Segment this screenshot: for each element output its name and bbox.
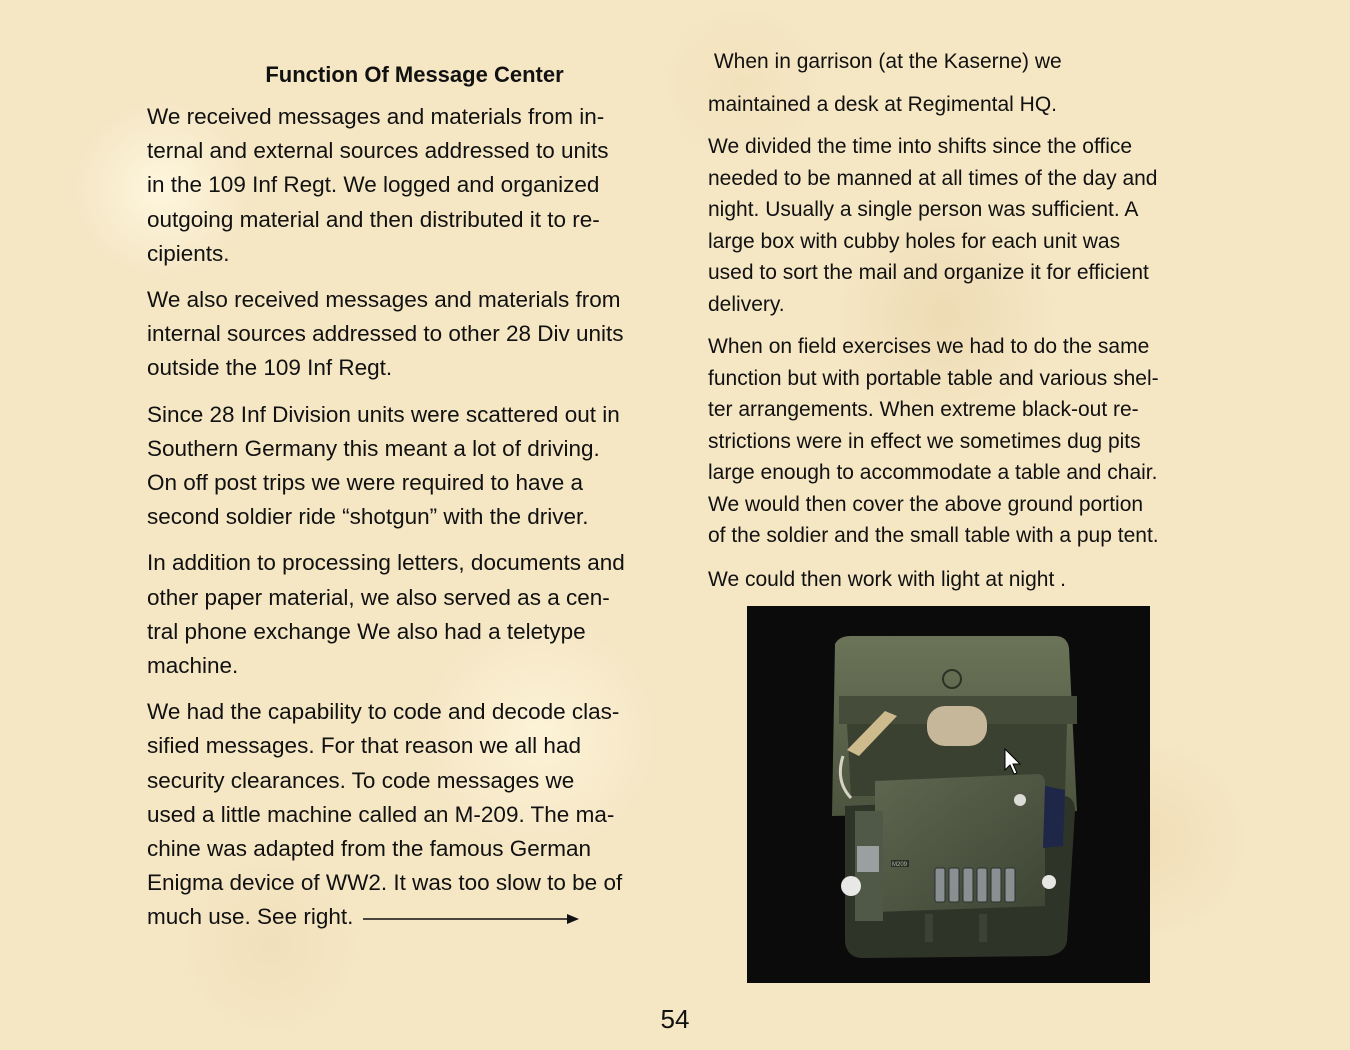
text-line: needed to be manned at all times of the day and xyxy=(708,166,1158,190)
paragraph-4 xyxy=(147,546,692,683)
m209-machine-photo xyxy=(747,606,1150,983)
machine-badge: M209 xyxy=(892,862,908,868)
text-line: other paper material, we also served as a cen- xyxy=(147,584,610,610)
text-line: function but with portable table and various shel- xyxy=(708,366,1159,390)
left-column xyxy=(147,58,692,947)
text-line: Since 28 Inf Division units were scattered out in xyxy=(147,401,620,427)
text-line: ter arrangements. When extreme black-out re- xyxy=(708,398,1139,421)
text-line: When in garrison (at the Kaserne) we xyxy=(708,50,1062,73)
text-line: in the 109 Inf Regt. We logged and organized xyxy=(147,172,600,198)
text-line: second soldier ride “shotgun” with the driver. xyxy=(147,504,589,530)
text-line: ternal and external sources addressed to units xyxy=(147,138,609,164)
text-line: We had the capability to code and decode clas- xyxy=(147,699,620,725)
paragraph-r5 xyxy=(708,564,1228,596)
text-line: We would then cover the above ground portion xyxy=(708,492,1144,516)
text-line: large enough to accommodate a table and chair. xyxy=(708,461,1158,484)
text-line: When on field exercises we had to do the same xyxy=(708,335,1150,358)
text-line: night. Usually a single person was sufficient. A xyxy=(708,198,1139,221)
text-line: machine. xyxy=(147,653,239,679)
paragraph-2 xyxy=(147,283,692,386)
paragraph-5 xyxy=(147,695,692,934)
right-arrow-icon xyxy=(363,913,581,925)
paragraph-r1 xyxy=(708,46,1228,78)
text-line: security clearances. To code messages we xyxy=(147,767,575,793)
text-line: internal sources addressed to other 28 Div units xyxy=(147,321,624,347)
text-line: maintained a desk at Regimental HQ. xyxy=(708,92,1058,116)
page-number: 54 xyxy=(660,1004,690,1034)
text-line: cipients. xyxy=(147,240,230,266)
text-line: sified messages. For that reason we all had xyxy=(147,733,581,759)
text-line: much use. See right. xyxy=(147,904,354,930)
paragraph-3 xyxy=(147,398,692,535)
text-line: strictions were in effect we sometimes dug pits xyxy=(708,429,1141,453)
text-line: We could then work with light at night . xyxy=(708,567,1066,591)
text-line: Southern Germany this meant a lot of driving. xyxy=(147,435,600,461)
text-line: outside the 109 Inf Regt. xyxy=(147,355,393,381)
text-line: used a little machine called an M-209. The ma- xyxy=(147,801,615,827)
m209-machine-illustration xyxy=(747,606,1150,983)
text-line: outgoing material and then distributed it to re- xyxy=(147,206,600,232)
section-heading: Function Of Message Center xyxy=(265,62,564,87)
text-line: of the soldier and the small table with a pup tent. xyxy=(708,524,1159,547)
text-line: large box with cubby holes for each unit was xyxy=(708,229,1121,253)
text-line: We divided the time into shifts since the office xyxy=(708,135,1133,158)
text-line: We also received messages and materials from xyxy=(147,287,621,313)
text-line: On off post trips we were required to have a xyxy=(147,470,584,496)
text-line: We received messages and materials from in- xyxy=(147,104,605,129)
paragraph-r3 xyxy=(708,131,1228,320)
text-line: In addition to processing letters, documents and xyxy=(147,550,625,576)
text-line: chine was adapted from the famous German xyxy=(147,836,591,862)
paragraph-r2 xyxy=(708,89,1228,121)
text-line: delivery. xyxy=(708,292,785,316)
text-line: tral phone exchange We also had a teletype xyxy=(147,618,586,644)
paragraph-r4 xyxy=(708,331,1228,552)
paragraph-1 xyxy=(147,100,692,271)
text-line: used to sort the mail and organize it for efficient xyxy=(708,261,1149,284)
right-column xyxy=(708,46,1228,606)
text-line: Enigma device of WW2. It was too slow to be of xyxy=(147,870,623,896)
